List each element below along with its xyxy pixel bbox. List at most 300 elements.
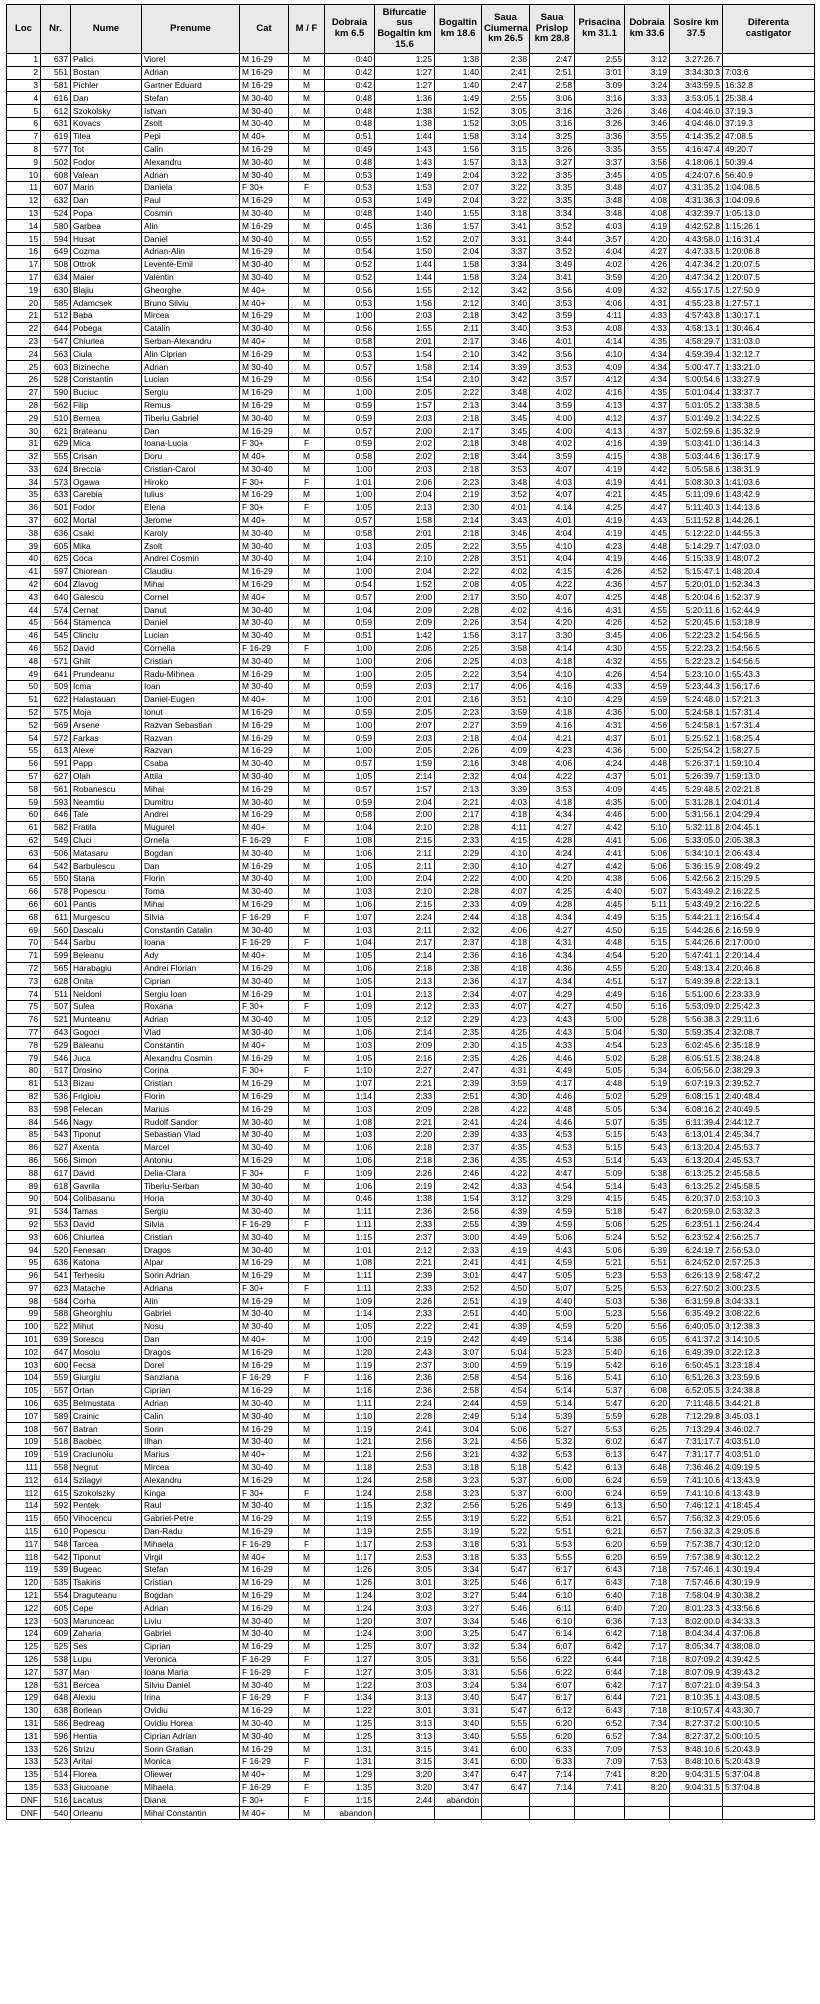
table-cell: 5:33 xyxy=(482,1551,530,1564)
table-cell: 2:22 xyxy=(375,1320,435,1333)
table-cell: F xyxy=(289,642,325,655)
table-cell: 4:00 xyxy=(530,425,575,438)
table-cell: 2:05:38.3 xyxy=(723,834,815,847)
table-cell: 516 xyxy=(41,1794,71,1807)
table-row xyxy=(7,66,815,79)
table-cell: 554 xyxy=(41,1589,71,1602)
table-cell: 7:21 xyxy=(625,1692,670,1705)
table-cell: 1:16 xyxy=(325,1384,375,1397)
table-cell: Orleanu xyxy=(71,1807,142,1820)
table-cell: Bugeac xyxy=(71,1564,142,1577)
table-cell: 2:33 xyxy=(375,1308,435,1321)
table-cell: Tilea xyxy=(71,130,142,143)
table-cell: 4:19 xyxy=(482,1295,530,1308)
table-cell: Sarbu xyxy=(71,936,142,949)
table-cell: 1:19 xyxy=(325,1423,375,1436)
table-cell: 66 xyxy=(7,898,41,911)
table-cell: 4:52 xyxy=(625,617,670,630)
table-cell: M xyxy=(289,655,325,668)
table-cell: Ciprian xyxy=(142,1640,240,1653)
table-cell: 7:09 xyxy=(575,1755,625,1768)
table-row xyxy=(7,1244,815,1257)
table-cell: 3:00 xyxy=(435,1359,482,1372)
table-cell: 4:29:05.6 xyxy=(723,1512,815,1525)
table-cell: 3:40 xyxy=(482,322,530,335)
table-cell: M 16-29 xyxy=(240,54,289,67)
table-cell: 542 xyxy=(41,1551,71,1564)
table-cell: M 30-40 xyxy=(240,1436,289,1449)
table-cell: 5:47 xyxy=(482,1692,530,1705)
table-cell: M 30-40 xyxy=(240,322,289,335)
table-cell: 5:05 xyxy=(575,1064,625,1077)
table-cell: 1:15 xyxy=(325,1500,375,1513)
table-row xyxy=(7,194,815,207)
table-cell: 4:10 xyxy=(482,847,530,860)
table-cell: M xyxy=(289,1704,325,1717)
table-cell: 1:11 xyxy=(325,1397,375,1410)
table-cell: M xyxy=(289,1768,325,1781)
table-row xyxy=(7,745,815,758)
table-cell: M xyxy=(289,796,325,809)
table-cell: 4:25 xyxy=(482,1026,530,1039)
table-cell: Alpar xyxy=(142,1256,240,1269)
table-cell: 4:39 xyxy=(625,437,670,450)
table-cell: Baba xyxy=(71,309,142,322)
table-cell: Daniel xyxy=(142,617,240,630)
table-cell: 517 xyxy=(41,1064,71,1077)
table-cell: 112 xyxy=(7,1487,41,1500)
column-header: Prenume xyxy=(142,5,240,54)
table-cell: 3:26 xyxy=(530,143,575,156)
table-cell: 1:58:27.5 xyxy=(723,745,815,758)
column-header: Loc xyxy=(7,5,41,54)
table-cell: 5:45 xyxy=(625,1192,670,1205)
table-cell: 119 xyxy=(7,1564,41,1577)
table-cell: M xyxy=(289,898,325,911)
table-cell: 3:18 xyxy=(435,1551,482,1564)
table-cell: 3:05 xyxy=(375,1564,435,1577)
table-cell: 2:27 xyxy=(435,719,482,732)
table-cell: 5:55 xyxy=(482,1730,530,1743)
table-cell: 2:36 xyxy=(435,949,482,962)
table-cell: 650 xyxy=(41,1512,71,1525)
table-cell: 2:04 xyxy=(375,489,435,502)
table-cell: 3:48 xyxy=(575,207,625,220)
table-cell: 1:29 xyxy=(325,1768,375,1781)
table-cell: 1:36:17.9 xyxy=(723,450,815,463)
table-cell: Bedreag xyxy=(71,1717,142,1730)
table-cell: Ornela xyxy=(142,834,240,847)
table-cell: 3:40 xyxy=(482,297,530,310)
table-cell: 5:46 xyxy=(482,1576,530,1589)
table-cell: 6:21 xyxy=(575,1512,625,1525)
table-cell: M 30-40 xyxy=(240,207,289,220)
table-cell: 648 xyxy=(41,1692,71,1705)
table-cell: Dragos xyxy=(142,1346,240,1359)
table-cell: 4:41 xyxy=(575,834,625,847)
table-cell: 5:04 xyxy=(575,1026,625,1039)
table-cell: 4:16 xyxy=(530,681,575,694)
table-row xyxy=(7,1282,815,1295)
table-cell: 5:44 xyxy=(482,1589,530,1602)
table-cell: 1:11 xyxy=(325,1218,375,1231)
table-cell: 4:37 xyxy=(625,425,670,438)
table-cell: 3:26 xyxy=(575,105,625,118)
table-cell: 628 xyxy=(41,975,71,988)
table-cell: 2:44:12.7 xyxy=(723,1116,815,1129)
table-cell: 117 xyxy=(7,1538,41,1551)
table-cell: 4:33 xyxy=(625,322,670,335)
table-cell: Axenta xyxy=(71,1141,142,1154)
table-cell: 2:51 xyxy=(530,66,575,79)
table-cell: 39 xyxy=(7,540,41,553)
table-cell: M 30-40 xyxy=(240,885,289,898)
table-cell: 3:03 xyxy=(375,1679,435,1692)
table-cell: 5:56 xyxy=(625,1320,670,1333)
table-cell: 2:55 xyxy=(435,1218,482,1231)
table-cell: M xyxy=(289,1423,325,1436)
table-cell: 6:42 xyxy=(575,1628,625,1641)
table-cell: 5:59:35.4 xyxy=(670,1026,723,1039)
table-cell: 1:52 xyxy=(435,105,482,118)
table-cell: M 16-29 xyxy=(240,1346,289,1359)
table-row xyxy=(7,489,815,502)
table-cell: 5:51:00.6 xyxy=(670,988,723,1001)
table-row xyxy=(7,1640,815,1653)
table-cell: 104 xyxy=(7,1372,41,1385)
table-cell: F xyxy=(289,1487,325,1500)
table-cell: 3:41 xyxy=(435,1755,482,1768)
table-cell: 5:06 xyxy=(530,1231,575,1244)
table-cell: 1:43 xyxy=(375,156,435,169)
table-cell: 2:17 xyxy=(435,681,482,694)
table-cell: 4:16 xyxy=(575,386,625,399)
table-cell: Claudiu xyxy=(142,565,240,578)
table-cell: 501 xyxy=(41,501,71,514)
table-cell: Ionut xyxy=(142,706,240,719)
table-cell: 1:15:26.1 xyxy=(723,220,815,233)
table-cell: 610 xyxy=(41,1525,71,1538)
table-cell: F 30+ xyxy=(240,437,289,450)
table-cell: 5:34 xyxy=(625,1064,670,1077)
table-cell: Gogoci xyxy=(71,1026,142,1039)
table-cell: F xyxy=(289,1538,325,1551)
table-cell: 6:51:26.3 xyxy=(670,1372,723,1385)
table-cell: 0:48 xyxy=(325,92,375,105)
table-cell: Andrei Cosmin xyxy=(142,553,240,566)
table-cell: 1:27:57.1 xyxy=(723,297,815,310)
table-cell: 1:05 xyxy=(325,501,375,514)
table-cell: 3:59 xyxy=(482,719,530,732)
table-cell: 4:32 xyxy=(482,1448,530,1461)
table-row xyxy=(7,898,815,911)
table-cell: 7:57:46.6 xyxy=(670,1576,723,1589)
table-cell: 2:18 xyxy=(375,962,435,975)
table-cell: 3:34 xyxy=(482,258,530,271)
table-cell: Bizau xyxy=(71,1077,142,1090)
table-cell: 43 xyxy=(7,591,41,604)
table-cell: 0:48 xyxy=(325,117,375,130)
table-cell: Robanescu xyxy=(71,783,142,796)
table-cell: 5:30 xyxy=(625,1026,670,1039)
table-cell: 4:02 xyxy=(482,565,530,578)
table-cell: 4:24 xyxy=(575,757,625,770)
table-cell: 1:59:10.4 xyxy=(723,757,815,770)
table-cell: M 16-29 xyxy=(240,732,289,745)
table-row xyxy=(7,373,815,386)
table-cell: 563 xyxy=(41,348,71,361)
table-cell: M 30-40 xyxy=(240,92,289,105)
table-row xyxy=(7,1538,815,1551)
table-cell: Szokolszky xyxy=(71,1487,142,1500)
table-cell: M xyxy=(289,1077,325,1090)
table-cell: 2:33 xyxy=(375,1282,435,1295)
table-row xyxy=(7,834,815,847)
table-cell: Tot xyxy=(71,143,142,156)
table-cell: 79 xyxy=(7,1052,41,1065)
table-cell: 42 xyxy=(7,578,41,591)
table-cell: 4:18 xyxy=(482,936,530,949)
table-cell: 647 xyxy=(41,1346,71,1359)
table-cell: 2:01 xyxy=(375,527,435,540)
table-cell: M xyxy=(289,1128,325,1141)
table-cell: Sorescu xyxy=(71,1333,142,1346)
table-cell: 1:05 xyxy=(325,1052,375,1065)
table-cell: 2:28 xyxy=(435,885,482,898)
table-cell: 64 xyxy=(7,860,41,873)
table-cell: Alin xyxy=(142,220,240,233)
table-cell: 6:25 xyxy=(625,1423,670,1436)
table-cell: 2:39 xyxy=(375,1269,435,1282)
table-cell: Cozma xyxy=(71,245,142,258)
table-cell: 4:43 xyxy=(530,1026,575,1039)
table-cell: 4:06 xyxy=(530,757,575,770)
table-cell: 4:51 xyxy=(575,975,625,988)
table-cell: M xyxy=(289,693,325,706)
table-cell: 5:42 xyxy=(575,1359,625,1372)
table-cell: 6:02 xyxy=(575,1436,625,1449)
table-cell: 2:29 xyxy=(435,847,482,860)
table-cell: 8:27:37.2 xyxy=(670,1730,723,1743)
table-cell: 6:11:39.4 xyxy=(670,1116,723,1129)
table-cell: Roxana xyxy=(142,1000,240,1013)
table-cell: Dan xyxy=(142,860,240,873)
table-cell: Adrian xyxy=(142,361,240,374)
table-cell: 1:54:56.5 xyxy=(723,629,815,642)
table-cell: M xyxy=(289,386,325,399)
table-cell: 4:33 xyxy=(625,309,670,322)
table-cell: 6:36 xyxy=(575,1615,625,1628)
table-cell: 7:18 xyxy=(625,1589,670,1602)
table-cell: 4:03:51.0 xyxy=(723,1448,815,1461)
table-cell: 5:38 xyxy=(575,1333,625,1346)
table-cell: 4:26 xyxy=(575,668,625,681)
table-cell: 1:00 xyxy=(325,642,375,655)
table-cell: 0:59 xyxy=(325,437,375,450)
table-cell: 2:11 xyxy=(375,860,435,873)
table-row xyxy=(7,1576,815,1589)
table-cell: 4:37:06.8 xyxy=(723,1628,815,1641)
table-cell: 109 xyxy=(7,1436,41,1449)
table-cell: 3:46 xyxy=(482,335,530,348)
table-cell: 3:53:05.1 xyxy=(670,92,723,105)
table-cell: 2:18 xyxy=(375,1141,435,1154)
table-cell: 0:53 xyxy=(325,181,375,194)
table-cell: 4:38 xyxy=(625,450,670,463)
table-cell: 1:04:08.5 xyxy=(723,181,815,194)
table-cell: 6:57 xyxy=(625,1525,670,1538)
table-cell: M 16-29 xyxy=(240,783,289,796)
table-cell: Zaharia xyxy=(71,1628,142,1641)
column-header: Sosire km 37.5 xyxy=(670,5,723,54)
table-cell: 4:30:19.9 xyxy=(723,1576,815,1589)
table-cell: 2:06 xyxy=(375,476,435,489)
table-cell: 5:38 xyxy=(625,1167,670,1180)
table-cell: 4:55 xyxy=(575,962,625,975)
table-cell: 5:19 xyxy=(625,1077,670,1090)
table-cell: 24 xyxy=(7,348,41,361)
table-cell: 1:36:14.3 xyxy=(723,437,815,450)
table-cell: 2:25 xyxy=(435,655,482,668)
table-cell: 636 xyxy=(41,1256,71,1269)
table-cell: Mircea xyxy=(142,1461,240,1474)
table-cell: 6:20 xyxy=(530,1730,575,1743)
table-cell: Stamenca xyxy=(71,617,142,630)
table-cell: 100 xyxy=(7,1320,41,1333)
table-cell: 9 xyxy=(7,156,41,169)
table-cell: 4:30:12.2 xyxy=(723,1551,815,1564)
table-cell: M 16-29 xyxy=(240,1154,289,1167)
table-cell: 5:06 xyxy=(575,1218,625,1231)
table-cell: 5:06 xyxy=(575,1244,625,1257)
table-cell: Cristian xyxy=(142,1231,240,1244)
table-cell: 6:57 xyxy=(625,1512,670,1525)
table-cell: 6:12 xyxy=(530,1704,575,1717)
table-row xyxy=(7,604,815,617)
table-row xyxy=(7,309,815,322)
table-cell: 1:19 xyxy=(325,1359,375,1372)
table-cell: 5:42 xyxy=(530,1461,575,1474)
table-cell: 3:48 xyxy=(482,476,530,489)
table-cell: M 16-29 xyxy=(240,399,289,412)
table-cell: 544 xyxy=(41,936,71,949)
table-cell: 6:20 xyxy=(575,1551,625,1564)
table-cell: 4:09 xyxy=(482,745,530,758)
table-cell: Alexe xyxy=(71,745,142,758)
table-cell: 2:10 xyxy=(435,348,482,361)
table-cell: 6:07 xyxy=(530,1679,575,1692)
table-cell: 1:06 xyxy=(325,1141,375,1154)
table-cell xyxy=(670,1807,723,1820)
table-cell: 520 xyxy=(41,1244,71,1257)
table-cell: M 30-40 xyxy=(240,1397,289,1410)
table-cell: 2 xyxy=(7,66,41,79)
table-cell: 6:47 xyxy=(482,1781,530,1794)
table-cell: 2:36 xyxy=(375,1205,435,1218)
table-cell: M xyxy=(289,757,325,770)
table-cell: 4:18 xyxy=(530,706,575,719)
table-cell: M xyxy=(289,783,325,796)
table-cell: 0:59 xyxy=(325,732,375,745)
table-cell: 6:20 xyxy=(575,1538,625,1551)
table-cell: Corina xyxy=(142,1064,240,1077)
table-cell: 0:57 xyxy=(325,783,375,796)
table-cell: 3:40 xyxy=(435,1717,482,1730)
table-cell: M xyxy=(289,1461,325,1474)
table-cell: 4:54 xyxy=(575,1039,625,1052)
table-row xyxy=(7,1704,815,1717)
table-cell: 3:53 xyxy=(530,297,575,310)
table-cell: 6:00 xyxy=(530,1474,575,1487)
table-cell: 4:19 xyxy=(575,476,625,489)
table-cell: 3:07 xyxy=(375,1640,435,1653)
table-cell: 521 xyxy=(41,1013,71,1026)
table-cell: 2:24 xyxy=(375,911,435,924)
table-cell: M xyxy=(289,1256,325,1269)
table-cell: 4:48 xyxy=(575,1077,625,1090)
table-cell: Pentek xyxy=(71,1500,142,1513)
table-cell xyxy=(575,1794,625,1807)
table-cell: 63 xyxy=(7,847,41,860)
table-cell: 5:53 xyxy=(625,1282,670,1295)
table-row xyxy=(7,655,815,668)
table-cell: Serban-Alexandru xyxy=(142,335,240,348)
table-cell: 6:17 xyxy=(530,1692,575,1705)
table-cell: 567 xyxy=(41,1423,71,1436)
table-cell: Breccia xyxy=(71,463,142,476)
table-cell: M 16-29 xyxy=(240,373,289,386)
table-cell: Carebia xyxy=(71,489,142,502)
table-cell: M xyxy=(289,1154,325,1167)
table-cell: 5:26 xyxy=(482,1500,530,1513)
table-cell: 4 xyxy=(7,92,41,105)
table-cell: 1:43:42.9 xyxy=(723,489,815,502)
table-row xyxy=(7,1730,815,1743)
table-cell: 4:46 xyxy=(530,1052,575,1065)
table-cell: 4:43 xyxy=(625,514,670,527)
table-cell: 1:55 xyxy=(375,284,435,297)
table-cell: 74 xyxy=(7,988,41,1001)
table-cell: Bernea xyxy=(71,412,142,425)
table-cell: 7:53 xyxy=(625,1755,670,1768)
table-cell: 0:53 xyxy=(325,297,375,310)
table-cell: 1 xyxy=(7,54,41,67)
table-cell: 3:24 xyxy=(482,271,530,284)
table-row xyxy=(7,54,815,67)
table-cell: 5:14 xyxy=(575,1154,625,1167)
table-cell: 4:59 xyxy=(625,693,670,706)
table-cell: M 16-29 xyxy=(240,1743,289,1756)
table-cell: M 30-40 xyxy=(240,796,289,809)
table-cell: 6:24:52.0 xyxy=(670,1256,723,1269)
table-cell: 2:58:47.2 xyxy=(723,1269,815,1282)
table-cell: 2:09 xyxy=(375,604,435,617)
table-cell: Jerome xyxy=(142,514,240,527)
table-cell: 2:04:29.4 xyxy=(723,809,815,822)
table-cell: Oliewer xyxy=(142,1768,240,1781)
table-cell: 4:00 xyxy=(482,873,530,886)
table-cell: 1:08 xyxy=(325,1256,375,1269)
table-cell: 0:59 xyxy=(325,706,375,719)
table-cell xyxy=(482,1807,530,1820)
table-cell: Lucian xyxy=(142,629,240,642)
table-cell: 4:30:38.2 xyxy=(723,1589,815,1602)
table-cell: M 16-29 xyxy=(240,309,289,322)
table-cell: 2:44 xyxy=(375,1794,435,1807)
table-cell: Bostan xyxy=(71,66,142,79)
table-cell: 17 xyxy=(7,271,41,284)
table-cell: M 16-29 xyxy=(240,66,289,79)
